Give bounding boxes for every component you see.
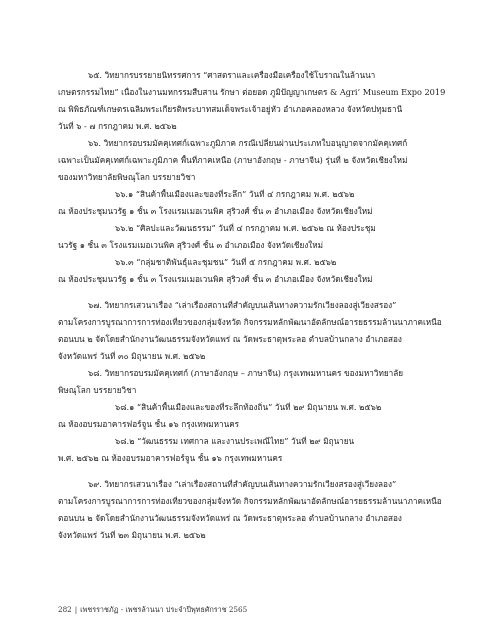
text-line: ตอนบน ๒ จัดโดยสำนักงานวัฒนธรรมจังหวัดแพร่ ณ วัดพระธาตุพระลอ ตำบลบ้านกลาง อำเภอสอง: [58, 334, 402, 344]
text-line: ของมหาวิทยาลัยพิษณุโลก บรรยายวิชา: [58, 172, 196, 182]
text-line: เกษตรกรรมไทย” เนื่องในงานมหกรรมสืบสาน รักษา ต่อยอด ภูมิปัญญาเกษตร & Agri’ Museum Expo 2019: [58, 87, 446, 97]
text-line: นวรัฐ ๑ ชั้น ๓ โรงแรมเมอเวนพิค สุริวงศ์ ชั้น ๓ อำเภอเมือง จังหวัดเชียงใหม่: [58, 240, 324, 250]
text-line: ตามโครงการบูรณาการการท่องเที่ยวของกลุ่มจังหวัด กิจกรรมหลักพัฒนาอัตลักษณ์อารยธรรมล้านนาภาคเหนือ: [58, 496, 442, 506]
text-line: ณ ห้องอบรมอาคารฟอร์จูน ชั้น ๑๖ กรุงเทพมหานคร: [58, 419, 240, 429]
text-line: ณ ห้องประชุมนวรัฐ ๑ ชั้น ๓ โรงแรมเมอเวนพิค สุริวงศ์ ชั้น ๓ อำเภอเมือง จังหวัดเชียงใหม่: [58, 274, 373, 284]
text-line: ตอนบน ๒ จัดโดยสำนักงานวัฒนธรรมจังหวัดแพร่ ณ วัดพระธาตุพระลอ ตำบลบ้านกลาง อำเภอสอง: [58, 513, 402, 523]
text-line: จังหวัดแพร่ วันที่ ๒๓ มิถุนายน พ.ศ. ๒๕๖๒: [58, 530, 206, 540]
text-line: พิษณุโลก บรรยายวิชา: [58, 385, 137, 395]
footer-title: เพชรราชภัฏ - เพชรล้านนา ประจำปีพุทธศักราช 2565: [80, 605, 248, 614]
text-line: ณ ห้องประชุมนวรัฐ ๑ ชั้น ๓ โรงแรมเมอเวนพิค สุริวงศ์ ชั้น ๓ อำเภอเมือง จังหวัดเชียงใหม่: [58, 206, 373, 216]
text-line: ๖๖.๓ “กลุ่มชาติพันธุ์และชุมชน” วันที่ ๕ กรกฎาคม พ.ศ. ๒๕๖๒: [115, 257, 337, 267]
footer-separator: |: [74, 605, 78, 614]
text-line: ๖๕. วิทยากรบรรยายนิทรรศการ “ศาสตราและเครื่องมือเครื่องใช้โบราณในล้านนา: [88, 70, 376, 80]
text-line: ๖๗. วิทยากรเสวนาเรื่อง “เล่าเรื่องสถานที่สำคัญบนเส้นทางความรักเวียงลองสู่เวียงสรอง”: [88, 300, 397, 310]
text-line: พ.ศ. ๒๕๖๒ ณ ห้องอบรมอาคารฟอร์จูน ชั้น ๑๖ กรุงเทพมหานคร: [58, 453, 283, 463]
text-line: ๖๖.๒ “ศิลปะและวัฒนธรรม” วันที่ ๔ กรกฎาคม พ.ศ. ๒๕๖๒ ณ ห้องประชุม: [115, 223, 376, 233]
text-line: ๖๖. วิทยากรอบรมมัคคุเทศก์เฉพาะภูมิภาค กรณีเปลี่ยนผ่านประเภทใบอนุญาตจากมัคคุเทศก์: [88, 138, 408, 148]
text-line: ณ พิพิธภัณฑ์เกษตรเฉลิมพระเกียรติพระบาทสมเด็จพระเจ้าอยู่หัว อำเภอคลองหลวง จังหวัดปทุมธานี: [58, 104, 403, 114]
page-footer: [58, 605, 247, 616]
text-line: เฉพาะเป็นมัคคุเทศก์เฉพาะภูมิภาค พื้นที่ภาคเหนือ (ภาษาอังกฤษ - ภาษาจีน) รุ่นที่ ๒ จังหวัดเชียงใหม่: [58, 155, 408, 165]
text-line: ๖๘.๒ “วัฒนธรรม เทศกาล และงานประเพณีไทย” วันที่ ๒๙ มิถุนายน: [115, 436, 355, 446]
text-line: ๖๖.๑ “สินค้าพื้นเมืองและของที่ระลึก” วันที่ ๔ กรกฎาคม พ.ศ. ๒๕๖๒: [115, 189, 355, 199]
page-number: 282: [58, 605, 72, 614]
text-line: ตามโครงการบูรณาการการท่องเที่ยวของกลุ่มจังหวัด กิจกรรมหลักพัฒนาอัตลักษณ์อารยธรรมล้านนาภาคเหนือ: [58, 317, 442, 327]
text-line: ๖๘. วิทยากรอบรมมัคคุเทศก์ (ภาษาอังกฤษ – ภาษาจีน) กรุงเทพมหานคร ของมหาวิทยาลัย: [88, 368, 404, 378]
text-line: ๖๘.๑ “สินค้าพื้นเมืองและของที่ระลึกท้องถิ่น” วันที่ ๒๙ มิถุนายน พ.ศ. ๒๕๖๒: [115, 402, 382, 412]
text-line: ๖๙. วิทยากรเสวนาเรื่อง “เล่าเรื่องสถานที่สำคัญบนเส้นทางความรักเวียงสรองสู่เวียงลอง”: [88, 479, 397, 489]
text-line: วันที่ ๖ - ๗ กรกฎาคม พ.ศ. ๒๕๖๒: [58, 121, 177, 131]
text-line: จังหวัดแพร่ วันที่ ๓๐ มิถุนายน พ.ศ. ๒๕๖๒: [58, 351, 206, 361]
